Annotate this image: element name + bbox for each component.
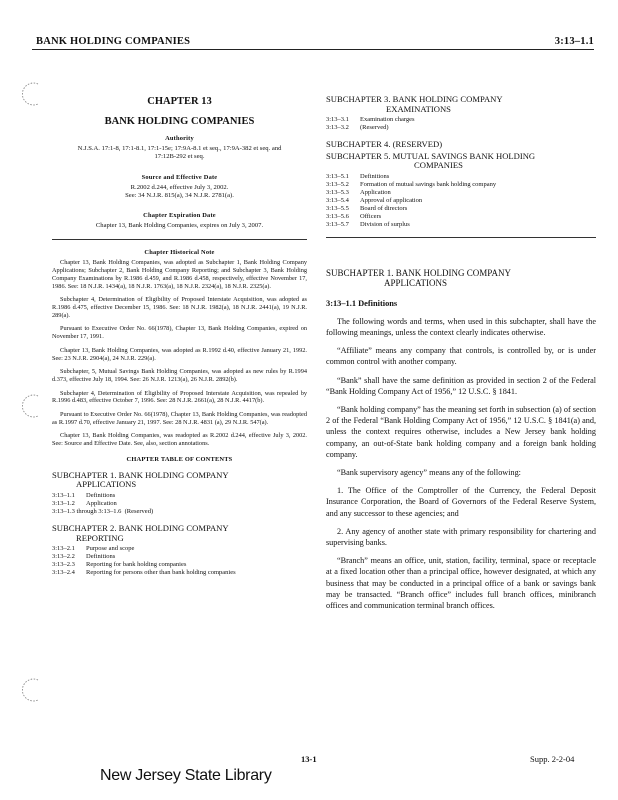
history-paragraph: Chapter 13, Bank Holding Companies, was adopted as Subchapter 1, Bank Holding Company Applications; Subchapter 2, Bank Holding Company Reporting; and Subchapter 3, Bank Holding Company Examinations by R.1986 d.459, and R.1986 d.458, respectively, effective November 17, 1986. See: 18 N.J.R. 1434(a), 18 N.J.R. 1763(a), 18 N.J.R. 2324(a), 18 N.J.R. 2325(a). — [52, 259, 307, 290]
toc-entry[interactable]: 3:13–2.3 Reporting for bank holding companies — [52, 561, 187, 569]
toc-list — [52, 545, 307, 577]
toc-subchapter-title-cont: REPORTING — [76, 532, 124, 543]
toc-subchapter-heading — [326, 152, 596, 171]
running-header — [24, 36, 594, 50]
body-paragraph: “Affiliate” means any company that controls, is controlled by, or is under common control with another company. — [326, 346, 596, 367]
subchapter-title-cont: APPLICATIONS — [384, 278, 448, 289]
binder-hole-mark — [18, 676, 44, 704]
toc-list — [326, 173, 596, 229]
subchapter-title: SUBCHAPTER 1. BANK HOLDING COMPANY — [326, 267, 511, 278]
history-paragraph: Pursuant to Executive Order No. 66(1978), Chapter 13, Bank Holding Companies, was readopted as R.1997 d.70, effective January 21, 1997. See: 28 N.J.R. 4831 (a), 29 N.J.R. 547(a). — [52, 411, 307, 426]
authority-label: Authority — [165, 135, 194, 142]
toc-subchapter-title: SUBCHAPTER 1. BANK HOLDING COMPANY — [52, 469, 229, 480]
chapter-label: CHAPTER 13 — [147, 96, 212, 107]
toc-list — [326, 116, 596, 132]
supplement-date: Supp. 2-2-04 — [530, 754, 575, 764]
expiration-label: Chapter Expiration Date — [143, 212, 216, 220]
toc-entry[interactable]: 3:13–2.2 Definitions — [52, 553, 116, 561]
page-number: 13-1 — [301, 754, 317, 764]
toc-subchapter-title-cont: APPLICATIONS — [76, 479, 137, 490]
body-paragraph: “Bank holding company” has the meaning set forth in subsection (a) of section 2 of the Federal “Bank Holding Company Act of 1956,” 12 U.S.C. § 1841(a) and, unless the context requires otherwise, includes a New Jersey bank holding company, an out-of-State bank holding company and a foreign bank holding company. — [326, 405, 596, 459]
section-body — [326, 316, 596, 611]
toc-subchapter-title: SUBCHAPTER 5. MUTUAL SAVINGS BANK HOLDING — [326, 150, 536, 161]
toc-entry[interactable]: 3:13–3.1 Examination charges — [326, 116, 415, 124]
header-title: BANK HOLDING COMPANIES — [36, 36, 191, 47]
historical-note — [52, 259, 307, 447]
toc-subchapter-title-cont: EXAMINATIONS — [386, 103, 451, 114]
right-column — [326, 95, 596, 618]
body-paragraph: The following words and terms, when used in this subchapter, shall have the following meanings, unless the context clearly indicates otherwise. — [326, 316, 596, 337]
header-rule — [32, 49, 594, 50]
history-paragraph: Chapter 13, Bank Holding Companies, was adopted as R.1992 d.40, effective January 21, 1992. See: 23 N.J.R. 2904(a), 24 N.J.R. 229(a). — [52, 346, 307, 362]
section-divider — [326, 237, 596, 238]
toc-entry[interactable]: 3:13–1.3 through 3:13–1.6 (Reserved) — [52, 508, 154, 516]
body-paragraph: “Bank” shall have the same definition as provided in section 2 of the Federal “Bank Holding Company Act of 1956,” 12 U.S.C. § 1841. — [326, 375, 596, 396]
history-paragraph: Pursuant to Executive Order No. 66(1978), Chapter 13, Bank Holding Companies, expired on November 17, 1991. — [52, 325, 307, 341]
toc-list — [52, 492, 307, 516]
body-paragraph: 2. Any agency of another state with primary responsibility for chartering and supervising banks. — [326, 526, 596, 548]
expiration-text: Chapter 13, Bank Holding Companies, expires on July 3, 2007. — [95, 222, 264, 230]
history-label: Chapter Historical Note — [144, 249, 215, 257]
toc-entry[interactable]: 3:13–5.7 Division of surplus — [326, 220, 410, 228]
section-heading: 3:13–1.1 Definitions — [326, 298, 398, 308]
toc-entry[interactable]: 3:13–5.4 Approval of application — [326, 196, 423, 204]
toc-label: CHAPTER TABLE OF CONTENTS — [126, 455, 233, 463]
source-line-1: R.2002 d.244, effective July 3, 2002. — [130, 183, 229, 191]
subchapter-heading — [326, 268, 596, 289]
body-paragraph: “Branch” means an office, unit, station, facility, terminal, space or receptacle at a fixed location other than a principal office, however designated, at which any business that may be conducted in a principal office of a bank or savings bank may be transacted. “Branch office” includes full branch offices, minibranch offices and communication terminal branch offices. — [326, 556, 596, 611]
body-paragraph: “Bank supervisory agency” means any of the following: — [337, 468, 521, 478]
left-column — [52, 96, 307, 585]
toc-entry[interactable]: 3:13–5.2 Formation of mutual savings bank holding company — [326, 180, 497, 188]
section-divider — [52, 239, 307, 240]
history-paragraph: Subchapter 4, Determination of Eligibility of Proposed Interstate Acquisition, was repealed by R.1996 d.483, effective October 7, 1996. See: 28 N.J.R. 2661(a), 28 N.J.R. 4417(b). — [52, 389, 307, 405]
toc-entry[interactable]: 3:13–3.2 (Reserved) — [326, 124, 389, 132]
toc-subchapter-heading — [326, 140, 596, 150]
toc-subchapter-title: SUBCHAPTER 4. (RESERVED) — [326, 139, 443, 150]
source-label: Source and Effective Date — [141, 173, 218, 181]
toc-subchapter-heading — [52, 471, 307, 490]
chapter-title: BANK HOLDING COMPANIES — [104, 116, 255, 127]
library-watermark: New Jersey State Library — [100, 767, 272, 784]
toc-entry[interactable]: 3:13–5.6 Officers — [326, 212, 382, 220]
toc-subchapter-title-cont: COMPANIES — [414, 160, 463, 171]
body-paragraph: 1. The Office of the Comptroller of the Currency, the Federal Deposit Insurance Corporation, the Board of Governors of the Federal Reserve System, and any successor to these agencies; and — [326, 486, 596, 518]
toc-entry[interactable]: 3:13–1.2 Application — [52, 500, 117, 508]
toc-entry[interactable]: 3:13–5.5 Board of directors — [326, 204, 408, 212]
header-section-number: 3:13–1.1 — [554, 36, 594, 47]
binder-hole-mark — [18, 80, 44, 108]
toc-entry[interactable]: 3:13–2.1 Purpose and scope — [52, 545, 135, 553]
history-paragraph: Chapter 13, Bank Holding Companies, was readopted as R.2002 d.244, effective July 3, 2002. See: Source and Effective Date. See, also, section annotations. — [52, 432, 307, 448]
history-paragraph: Subchapter, 5, Mutual Savings Bank Holding Companies, was adopted as new rules by R.1994 d.373, effective July 18, 1994. See: 26 N.J.R. 1213(a), 26 N.J.R. 2892(b). — [52, 368, 307, 383]
history-paragraph: Subchapter 4, Determination of Eligibility of Proposed Interstate Acquisition, was adopted as R.1986 d.475, effective December 15, 1986. See: 18 N.J.R. 1982(a), 18 N.J.R. 2441(a), 19 N.J.R. 289(a). — [52, 296, 307, 319]
toc-subchapter-title: SUBCHAPTER 2. BANK HOLDING COMPANY — [52, 523, 229, 534]
toc-entry[interactable]: 3:13–1.1 Definitions — [52, 492, 116, 500]
authority-text: N.J.S.A. 17:1-8, 17:1-8.1, 17:1-15e; 17:9A-8.1 et seq., 17:9A-382 et seq. and 17:12B-292 et seq. — [77, 145, 282, 161]
toc-subchapter-heading — [326, 95, 596, 114]
source-line-2: See: 34 N.J.R. 815(a), 34 N.J.R. 2781(a). — [125, 191, 234, 199]
binder-hole-mark — [18, 392, 44, 420]
toc-entry[interactable]: 3:13–2.4 Reporting for persons other than bank holding companies — [52, 569, 236, 577]
toc-entry[interactable]: 3:13–5.1 Definitions — [326, 172, 390, 180]
toc-subchapter-title: SUBCHAPTER 3. BANK HOLDING COMPANY — [326, 94, 503, 104]
toc-entry[interactable]: 3:13–5.3 Application — [326, 188, 391, 196]
toc-subchapter-heading — [52, 524, 307, 543]
